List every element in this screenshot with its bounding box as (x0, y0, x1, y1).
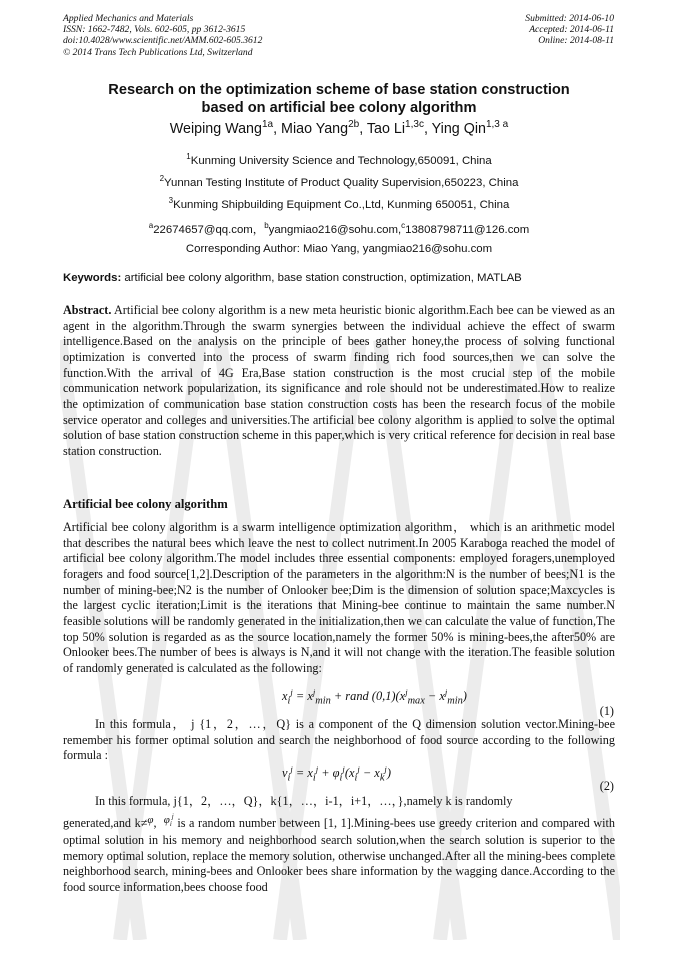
title-line-1: Research on the optimization scheme of base station construction (108, 82, 570, 98)
author-list: Weiping Wang$^{1a}$, Miao Yang$^{2b}$, Tao $Li^{1,3c}$, Ying Qin$^{1,3 a}$ (169, 119, 509, 137)
phi-ij-symbol: $\varphi_i^j$ (163, 812, 174, 829)
email-line (60, 221, 618, 237)
submitted-date: Submitted: 2014-06-10 (525, 13, 614, 24)
affiliation-text: Kunming University Science and Technology,650091, China (190, 155, 492, 167)
affiliation-sup: 2 (159, 174, 165, 184)
abstract-label: Abstract. (63, 303, 112, 317)
keywords (63, 272, 619, 284)
corresponding-author: Corresponding Author: Miao Yang, yangmiao216@sohu.com (185, 243, 493, 255)
doi-line: doi:10.4028/www.scientific.net/AMM.602-605.3612 (63, 35, 263, 47)
affiliation-2 (60, 174, 618, 189)
paper-title (60, 81, 618, 117)
author-sup: 1a (261, 119, 274, 131)
accepted-date: Accepted: 2014-06-11 (529, 24, 614, 36)
author-sup: 1,3c (405, 119, 424, 131)
author-sup: 2b (348, 119, 360, 131)
submission-dates (525, 13, 614, 47)
email-a: 22674657@qq.com， (153, 224, 265, 236)
title-line-2: based on artificial bee colony algorithm (201, 100, 477, 116)
section-paragraph-3: In this formula, j{1，2，…，Q}，k{1，…，i-1，i+1，…，},namely k is randomly (95, 794, 513, 808)
author-name: Ying Qin (431, 121, 486, 137)
phi-symbol: φ (147, 814, 154, 826)
equation-1-number: (1) (599, 704, 614, 718)
affiliation-text: Yunnan Testing Institute of Product Quality Supervision,650223, China (164, 177, 519, 189)
email-sup: c (401, 221, 406, 231)
paragraph-4-rest: is a random number between [1, 1].Mining-bees use greedy criterion and compared with optimal solution in his memory and neighborhood search solution,when the search solution is superior to the memory optimal solution, replace the memory solution, otherwise unchanged.After all the mining-bees complete neighborhood search, mining-bees and Onlooker bees share information by the wagging dance.According to the food source information,bees choose food (63, 816, 616, 894)
abstract-text: Artificial bee colony algorithm is a new meta heuristic bionic algorithm.Each bee can be viewed as an agent in the algorithm.Through the swarm synergies between the individual achieve the effect of swarm intelligence.Based on the analysis on the principle of bees gather honey,the process of solving functional optimization is converted into the process of swarm finding rich food sources,then we can solve the function.With the arrival of 4G Era,Base station construction is the most crucial step of the mobile communication network popularization, its significance and role should not be underestimated.How to realize the optimization of communication base station construction costs has been the research focus of the mobile service operator and colleges and universities.The artificial bee colony algorithm is applied to solve the optimal solution of base station construction scheme in this paper,which is very critical reference for decision in real base station construction. (63, 303, 615, 458)
affiliation-1 (60, 152, 618, 167)
author-name: Weiping Wang (169, 121, 262, 137)
section-paragraph-4: generated,and k≠φ, $\varphi_i^j$ is a random number between [1, 1].Mining-bees use greedy criterion and compared with optimal solution in his memory and neighborhood search solution,when the search solution is superior to the memory optimal solution, replace the memory solution, otherwise unchanged.After all the mining-bees complete neighborhood search, mining-bees and Onlooker bees share information by the wagging dance.According to the food source information,bees choose food (63, 812, 616, 894)
journal-info (63, 13, 262, 58)
affiliation-sup: 1 (186, 152, 191, 162)
journal-name: Applied Mechanics and Materials (63, 13, 194, 24)
affiliation-sup: 3 (168, 196, 174, 206)
section-paragraph-1: Artificial bee colony algorithm is a swarm intelligence optimization algorithm， which is an arithmetic model that describes the natural bees which leave the nest to collect nutriment.In 2005 Karaboga reached the model of artificial bee colony algorithm.The model includes three essential components: employed foragers,unemployed foragers and food source[1,2].Description of the parameters in the algorithm:N is the number of bees;N1 is the number of mining-bee;N2 is the number of Onlooker bee;Dim is the dimension of solution space;Maxcycles is the largest cyclic iteration;Limit is the iterations that Mining-bee continue to maintain the same number.N feasible solutions will be randomly generated in the initialization,then we can calculate the value of function,The top 50% solution is regarded as as the source location,namely the former 50% is mining-bees,the after50% are Onlooker bees.The number of bees is always is N,and it will not change with the iteration.The feasible solution of randomly generated is calculated as the following: (63, 520, 615, 675)
author-sup: 1,3 a (485, 119, 509, 131)
paragraph-4-start: generated,and k≠ (63, 816, 148, 830)
email-sup: a (148, 221, 154, 231)
email-c: 13808798711@126.com (405, 224, 530, 236)
copyright-line: © 2014 Trans Tech Publications Ltd, Switzerland (63, 46, 253, 58)
email-b: yangmiao216@sohu.com, (268, 224, 402, 236)
abstract (63, 303, 615, 460)
online-date: Online: 2014-08-11 (538, 35, 614, 47)
affiliation-3 (60, 196, 618, 211)
equation-2-number: (2) (599, 779, 614, 793)
section-paragraph-2: In this formula， j {1，2，…，Q} is a component of the Q dimension solution vector.Mining-bee remember his former optimal solution and search the neighborhood of food source according to the following formula : (63, 717, 615, 763)
keywords-text: artificial bee colony algorithm, base station construction, optimization, MATLAB (121, 272, 522, 284)
equation-2: $v_i^j = x_i^j + \varphi_i^j(x_i^j - x_k^j)$ (282, 763, 391, 784)
section-heading: Artificial bee colony algorithm (63, 497, 228, 511)
affiliation-text: Kunming Shipbuilding Equipment Co.,Ltd, Kunming 650051, China (173, 199, 510, 211)
equation-1: $x_i^j = x^j_{min}$ + rand $(0,1)(x^j_{max} - x^j_{min})$ (282, 686, 467, 707)
issn-line: ISSN: 1662-7482, Vols. 602-605, pp 3612-3615 (63, 24, 246, 36)
keywords-label: Keywords: (63, 272, 122, 284)
author-name: Tao Li (366, 121, 406, 137)
email-sup: b (264, 221, 269, 231)
author-name: Miao Yang (281, 121, 349, 137)
